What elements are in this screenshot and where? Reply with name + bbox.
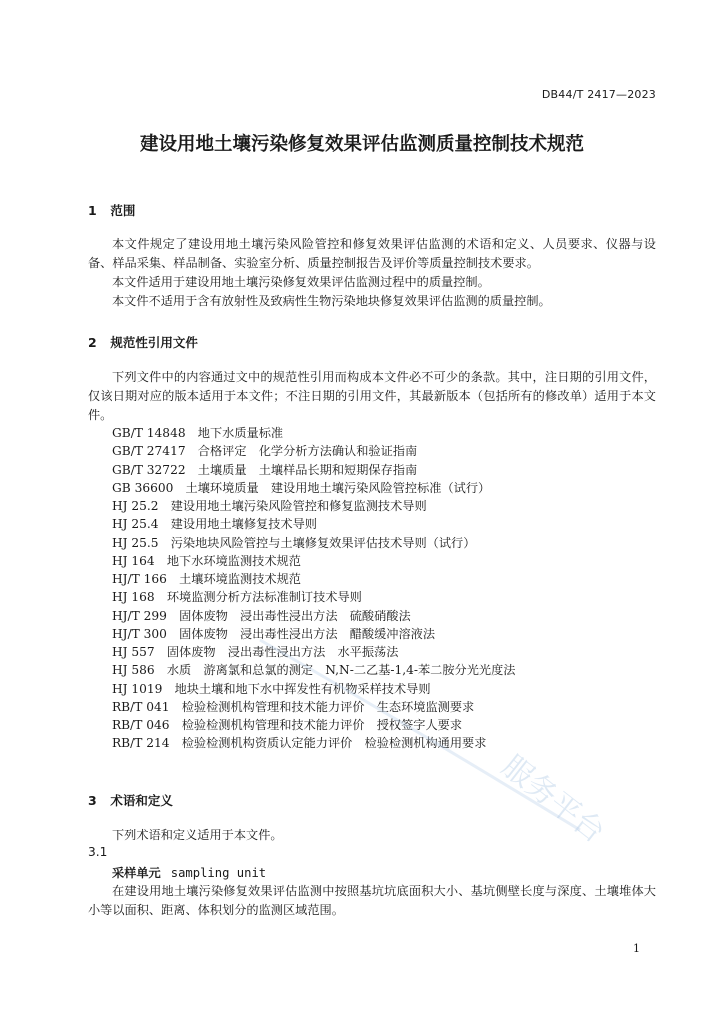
list-item: GB 36600 土壤环境质量 建设用地土壤污染风险管控标准（试行） [112, 480, 491, 495]
section-title: 术语和定义 [110, 793, 173, 808]
list-item: RB/T 046 检验检测机构管理和技术能力评价 授权签字人要求 [112, 718, 463, 732]
list-item: HJ 25.4 建设用地土壤修复技术导则 [112, 517, 317, 532]
scope-paragraph-2: 本文件适用于建设用地土壤污染修复效果评估监测过程中的质量控制。 [112, 275, 490, 289]
list-item: RB/T 214 检验检测机构资质认定能力评价 检验检测机构通用要求 [112, 736, 487, 751]
section-2-heading [88, 333, 198, 351]
term-english: sampling unit [170, 866, 267, 880]
list-item: HJ 1019 地块土壤和地下水中挥发性有机物采样技术导则 [112, 681, 431, 696]
section-1-heading [88, 201, 135, 219]
section-3-heading [88, 791, 173, 809]
scope-paragraph-3: 本文件不适用于含有放射性及致病性生物污染地块修复效果评估监测的质量控制。 [112, 294, 551, 308]
list-item: GB/T 14848 地下水质量标准 [112, 426, 284, 440]
list-item: HJ 557 固体废物 浸出毒性浸出方法 水平振荡法 [112, 645, 399, 659]
section-number: 3 [88, 793, 97, 808]
section-title: 范围 [110, 203, 136, 218]
document-code: DB44/T 2417—2023 [541, 88, 656, 101]
reference-list [112, 424, 516, 753]
list-item: HJ/T 166 土壤环境监测技术规范 [112, 572, 301, 586]
term-chinese: 采样单元 [112, 866, 161, 880]
section-number: 1 [88, 203, 97, 218]
clause-number: 3.1 [88, 845, 108, 859]
document-title: 建设用地土壤污染修复效果评估监测质量控制技术规范 [139, 134, 584, 155]
list-item: HJ/T 300 固体废物 浸出毒性浸出方法 醋酸缓冲溶液法 [112, 626, 436, 641]
list-item: HJ 168 环境监测分析方法标准制订技术导则 [112, 590, 362, 605]
list-item: GB/T 32722 土壤质量 土壤样品长期和短期保存指南 [112, 462, 418, 477]
list-item: HJ 586 水质 游离氯和总氯的测定 N,N-二乙基-1,4-苯二胺分光光度法 [112, 663, 516, 678]
references-intro: 下列文件中的内容通过文中的规范性引用而构成本文件必不可少的条款。其中，注日期的引用文件，仅该日期对应的版本适用于本文件；不注日期的引用文件，其最新版本（包括所有的修改单）适用于本文件。 [88, 370, 656, 422]
list-item: HJ 164 地下水环境监测技术规范 [112, 553, 301, 568]
term-definition: 在建设用地土壤污染修复效果评估监测中按照基坑坑底面积大小、基坑侧壁长度与深度、土壤堆体大小等以面积、距离、体积划分的监测区域范围。 [88, 884, 656, 917]
page-number: 1 [633, 942, 640, 955]
list-item: HJ/T 299 固体废物 浸出毒性浸出方法 硫酸硝酸法 [112, 608, 411, 623]
list-item: HJ 25.2 建设用地土壤污染风险管控和修复监测技术导则 [112, 499, 427, 513]
scope-paragraph-1: 本文件规定了建设用地土壤污染风险管控和修复效果评估监测的术语和定义、人员要求、仪器与设备、样品采集、样品制备、实验室分析、质量控制报告及评价等质量控制技术要求。 [88, 237, 656, 270]
section-number: 2 [88, 335, 97, 350]
terms-intro: 下列术语和定义适用于本文件。 [112, 828, 283, 842]
list-item: HJ 25.5 污染地块风险管控与土壤修复效果评估技术导则（试行） [112, 535, 476, 550]
section-title: 规范性引用文件 [110, 335, 198, 350]
svg-text:服务平台: 服务平台 [495, 748, 612, 851]
term-entry [112, 864, 266, 881]
list-item: GB/T 27417 合格评定 化学分析方法确认和验证指南 [112, 444, 418, 459]
list-item: RB/T 041 检验检测机构管理和技术能力评价 生态环境监测要求 [112, 699, 475, 714]
